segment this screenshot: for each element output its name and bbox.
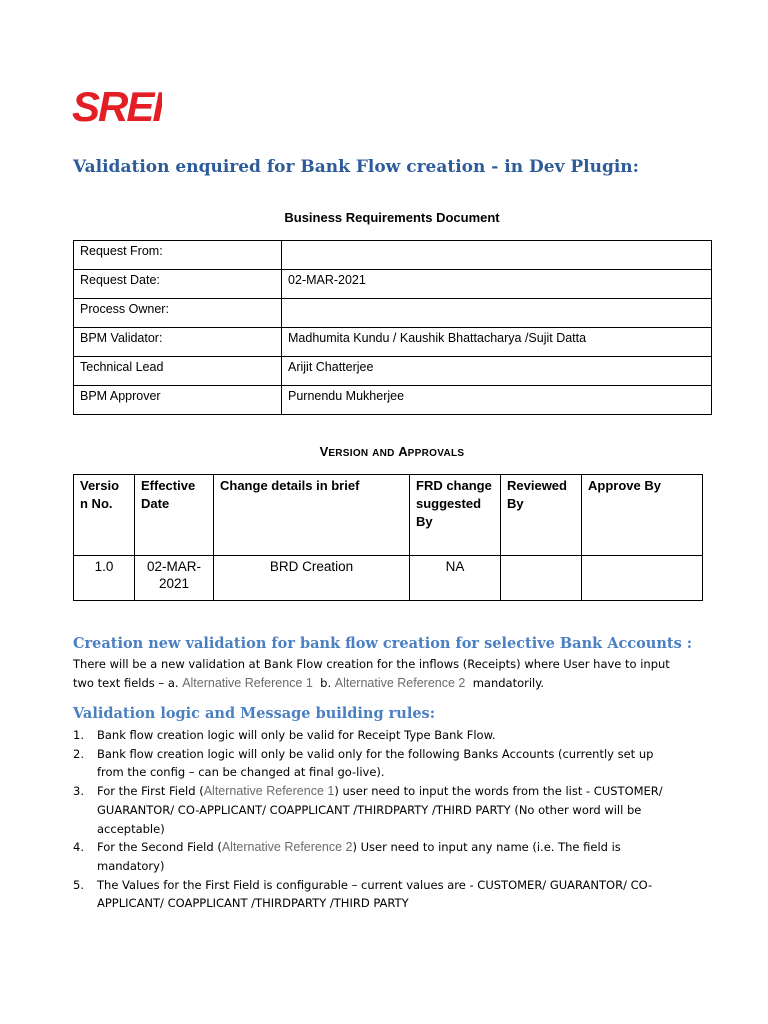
request-label: BPM Approver <box>74 386 282 415</box>
version-approve-by <box>582 556 703 601</box>
rule-number: 5. <box>73 877 84 892</box>
rule-item <box>73 838 683 875</box>
request-label: Technical Lead <box>74 357 282 386</box>
request-value <box>282 299 712 328</box>
request-row <box>74 386 712 415</box>
brd-heading: Business Requirements Document <box>284 210 500 225</box>
request-value: Purnendu Mukherjee <box>282 386 712 415</box>
request-value: Madhumita Kundu / Kaushik Bhattacharya /Sujit Datta <box>282 328 712 357</box>
request-value: 02-MAR-2021 <box>282 270 712 299</box>
version-header-version: Versio n No. <box>74 475 135 556</box>
request-row <box>74 328 712 357</box>
request-row <box>74 299 712 328</box>
rule-text: The Values for the First Field is configurable – current values are - CUSTOMER/ GUARANTOR/ CO-APPLICANT/ COAPPLICANT /THIRDPARTY /THIRD PARTY <box>97 877 653 911</box>
section-heading-validation: Validation logic and Message building rules: <box>73 705 436 722</box>
para-text-b: b. <box>312 676 335 690</box>
version-heading-a: A <box>398 444 408 459</box>
rule-text: For the First Field ( <box>97 784 204 799</box>
rule-item <box>73 745 683 782</box>
version-change-details: BRD Creation <box>214 556 410 601</box>
version-effective-date: 02-MAR-2021 <box>135 556 214 601</box>
rule-text-continued: ) User need to input any name (i.e. The field is mandatory) <box>97 840 621 873</box>
rule-text: Bank flow creation logic will only be valid only for the following Banks Accounts (currently set up from the config – can be changed at final go-live). <box>97 746 654 780</box>
rule-text: Bank flow creation logic will only be valid for Receipt Type Bank Flow. <box>97 728 496 742</box>
version-heading-and: AND <box>372 448 395 459</box>
version-heading-ersion: ERSION <box>328 448 369 459</box>
version-header-change: Change details in brief <box>214 475 410 556</box>
request-row <box>74 241 712 270</box>
alt-ref-2: Alternative Reference 2 <box>334 676 466 690</box>
version-heading-v: V <box>319 444 329 459</box>
request-label: Request Date: <box>74 270 282 299</box>
version-reviewed-by <box>501 556 582 601</box>
request-value: Arijit Chatterjee <box>282 357 712 386</box>
rule-item <box>73 876 683 913</box>
request-info-table <box>73 240 712 415</box>
rule-text-continued: ) user need to input the words from the list - CUSTOMER/ GUARANTOR/ CO-APPLICANT/ COAPPLICANT /THIRDPARTY /THIRD PARTY (No other word will be acceptable) <box>97 784 663 836</box>
svg-text:SREI: SREI <box>72 86 162 126</box>
version-heading-pprovals: PPROVALS <box>407 448 465 459</box>
rule-number: 4. <box>73 840 84 855</box>
document-title: Validation enquired for Bank Flow creation - in Dev Plugin: <box>73 157 639 177</box>
para-text-c: mandatorily. <box>465 676 545 690</box>
version-row <box>74 556 703 601</box>
version-header-approve: Approve By <box>582 475 703 556</box>
request-row <box>74 270 712 299</box>
alt-ref-1: Alternative Reference 1 <box>182 676 313 690</box>
rule-item <box>73 782 683 838</box>
version-header-frd: FRD change suggested By <box>410 475 501 556</box>
request-value <box>282 241 712 270</box>
rule-number: 1. <box>73 728 84 742</box>
version-frd-change: NA <box>410 556 501 601</box>
rule-item <box>73 726 683 745</box>
section-heading-creation: Creation new validation for bank flow creation for selective Bank Accounts : <box>73 635 693 652</box>
version-header-date: Effective Date <box>135 475 214 556</box>
validation-rules-list <box>73 726 683 913</box>
para-text-a: There will be a new validation at Bank Flow creation for the inflows (Receipts) where User have to input two text fields – a. <box>73 657 670 690</box>
srei-logo <box>72 86 162 126</box>
request-label: Request From: <box>74 241 282 270</box>
rule-number: 3. <box>73 784 84 799</box>
version-number: 1.0 <box>74 556 135 601</box>
rule-text: For the Second Field ( <box>97 840 222 855</box>
request-row <box>74 357 712 386</box>
rule-alt-reference: Alternative Reference 2 <box>221 840 353 855</box>
rule-alt-reference: Alternative Reference 1 <box>203 784 335 799</box>
version-header-reviewed: Reviewed By <box>501 475 582 556</box>
section-paragraph-creation <box>73 655 693 693</box>
rule-number: 2. <box>73 746 84 761</box>
request-label: BPM Validator: <box>74 328 282 357</box>
version-table <box>73 474 703 601</box>
request-label: Process Owner: <box>74 299 282 328</box>
version-approvals-heading <box>73 444 711 459</box>
